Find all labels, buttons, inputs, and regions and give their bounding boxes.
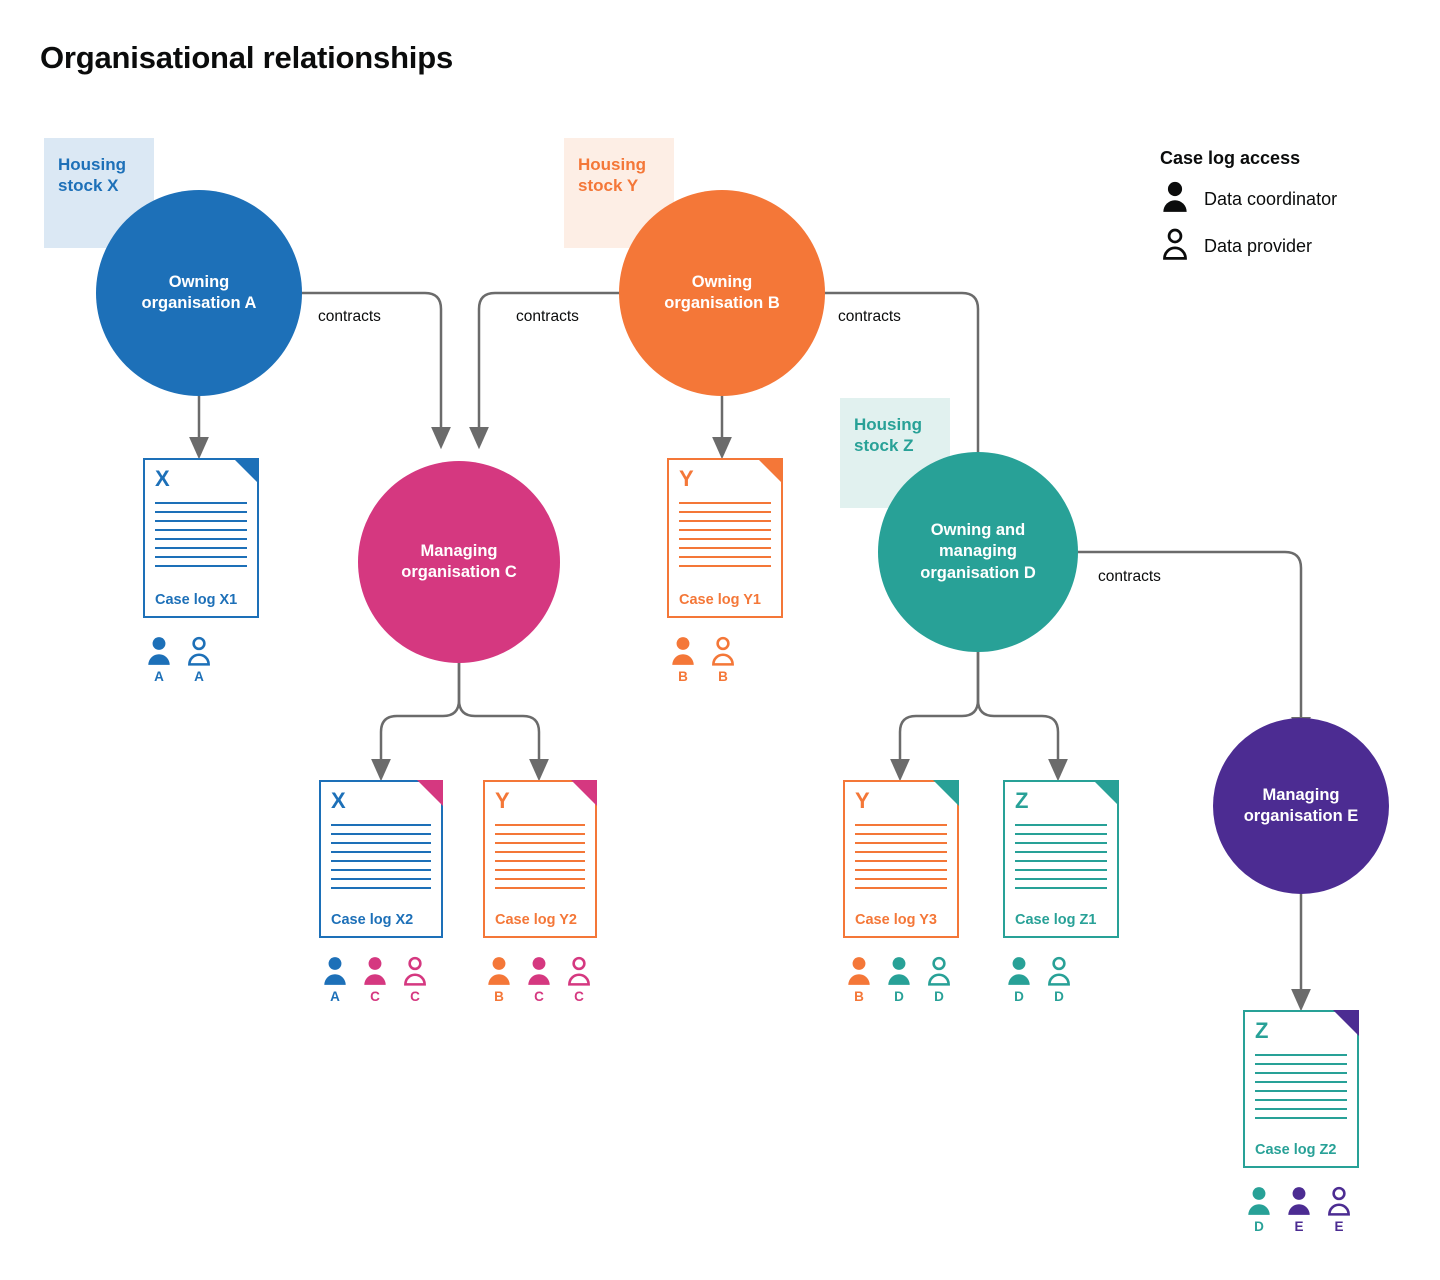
document-case-log-y1[interactable]	[667, 458, 783, 618]
person-label: D	[1254, 1219, 1264, 1234]
housing-stock-z-line2: stock Z	[854, 436, 914, 456]
person-outline-icon	[708, 636, 738, 666]
doc-y3-caption: Case log Y3	[855, 912, 937, 928]
person-provider-c	[400, 956, 430, 1004]
document-fold-icon	[571, 780, 597, 806]
org-node-managing-organisation-e[interactable]	[1213, 718, 1389, 894]
person-provider-e	[1324, 1186, 1354, 1234]
legend-item-data-coordinator	[1160, 181, 1420, 218]
person-filled-icon	[144, 636, 174, 666]
org-e-line2: organisation E	[1243, 807, 1359, 825]
document-fold-icon	[933, 780, 959, 806]
org-a-line1: Owning	[168, 272, 230, 291]
legend	[1160, 148, 1420, 275]
org-d-line2: managing	[939, 542, 1017, 561]
doc-x2-letter: X	[331, 788, 346, 813]
person-label: C	[574, 989, 584, 1004]
doc-z1-letter: Z	[1015, 788, 1029, 813]
person-filled-icon	[1004, 956, 1034, 986]
doc-y1-letter: Y	[679, 466, 694, 491]
org-node-owning-managing-organisation-d[interactable]	[878, 452, 1078, 652]
org-c-line2: organisation C	[401, 563, 517, 581]
access-people-x2	[320, 956, 430, 1004]
doc-x1-letter: X	[155, 466, 170, 491]
page-title: Organisational relationships	[40, 40, 453, 75]
person-coordinator-d	[1004, 956, 1034, 1004]
document-fold-icon	[1333, 1010, 1359, 1036]
person-provider-c	[564, 956, 594, 1004]
person-label: B	[678, 669, 688, 684]
document-case-log-x1[interactable]	[143, 458, 259, 618]
org-a-line2: organisation A	[141, 294, 257, 312]
person-provider-d	[924, 956, 954, 1004]
access-people-y3	[844, 956, 954, 1004]
person-coordinator-a	[320, 956, 350, 1004]
person-filled-icon	[668, 636, 698, 666]
person-outline-icon	[1044, 956, 1074, 986]
doc-y3-lines	[855, 824, 947, 896]
person-outline-icon	[1160, 228, 1190, 265]
person-outline-icon	[1324, 1186, 1354, 1216]
housing-stock-x-line2: stock X	[58, 176, 119, 196]
legend-label: Data provider	[1204, 236, 1313, 256]
person-label: D	[1054, 989, 1064, 1004]
person-coordinator-b	[844, 956, 874, 1004]
edge-label-b-to-d: contracts	[838, 308, 901, 325]
person-label: A	[330, 989, 340, 1004]
doc-y2-caption: Case log Y2	[495, 912, 577, 928]
person-filled-icon	[524, 956, 554, 986]
document-case-log-z2[interactable]	[1243, 1010, 1359, 1168]
edge-label-b-to-c: contracts	[516, 308, 579, 325]
person-label: D	[894, 989, 904, 1004]
access-people-z2	[1244, 1186, 1354, 1234]
doc-x1-caption: Case log X1	[155, 592, 238, 608]
person-provider-d	[1044, 956, 1074, 1004]
access-people-y2	[484, 956, 594, 1004]
person-coordinator-c	[360, 956, 390, 1004]
document-case-log-z1[interactable]	[1003, 780, 1119, 938]
doc-y2-lines	[495, 824, 585, 896]
person-filled-icon	[1160, 181, 1190, 218]
person-label: E	[1294, 1219, 1304, 1234]
document-fold-icon	[233, 458, 259, 484]
org-d-line3: organisation D	[920, 563, 1036, 582]
person-filled-icon	[844, 956, 874, 986]
doc-y1-caption: Case log Y1	[679, 592, 761, 608]
housing-stock-y-line2: stock Y	[578, 176, 639, 196]
doc-y3-letter: Y	[855, 788, 870, 813]
person-provider-a	[184, 636, 214, 684]
doc-y1-lines	[679, 502, 771, 574]
document-case-log-y2[interactable]	[483, 780, 597, 938]
person-outline-icon	[400, 956, 430, 986]
person-filled-icon	[1244, 1186, 1274, 1216]
document-fold-icon	[1093, 780, 1119, 806]
person-label: E	[1334, 1219, 1344, 1234]
person-outline-icon	[184, 636, 214, 666]
access-people-y1	[668, 636, 738, 684]
edge-label-d-to-e: contracts	[1098, 568, 1161, 585]
edge-label-a-to-c: contracts	[318, 308, 381, 325]
person-label: D	[934, 989, 944, 1004]
legend-label: Data coordinator	[1204, 189, 1338, 209]
org-node-owning-organisation-b[interactable]	[619, 190, 825, 396]
person-filled-icon	[360, 956, 390, 986]
person-label: B	[854, 989, 864, 1004]
person-label: C	[370, 989, 380, 1004]
org-e-line1: Managing	[1262, 785, 1340, 804]
person-outline-icon	[564, 956, 594, 986]
person-label: D	[1014, 989, 1024, 1004]
person-coordinator-b	[484, 956, 514, 1004]
org-d-line1: Owning and	[930, 520, 1026, 539]
person-coordinator-c	[524, 956, 554, 1004]
org-b-line1: Owning	[691, 272, 753, 291]
person-coordinator-b	[668, 636, 698, 684]
document-fold-icon	[757, 458, 783, 484]
person-coordinator-a	[144, 636, 174, 684]
housing-stock-x-line1: Housing	[58, 155, 126, 174]
person-label: C	[410, 989, 420, 1004]
org-node-managing-organisation-c[interactable]	[358, 461, 560, 663]
housing-stock-y-line1: Housing	[578, 155, 646, 174]
legend-title: Case log access	[1160, 148, 1301, 168]
housing-stock-z-line1: Housing	[854, 415, 922, 434]
legend-item-data-provider	[1160, 228, 1420, 265]
person-label: A	[154, 669, 164, 684]
person-coordinator-d	[1244, 1186, 1274, 1234]
person-coordinator-e	[1284, 1186, 1314, 1234]
access-people-x1	[144, 636, 214, 684]
access-people-z1	[1004, 956, 1074, 1004]
person-label: C	[534, 989, 544, 1004]
document-case-log-x2[interactable]	[319, 780, 443, 938]
doc-z2-lines	[1255, 1054, 1347, 1126]
person-label: A	[194, 669, 204, 684]
person-outline-icon	[924, 956, 954, 986]
person-filled-icon	[884, 956, 914, 986]
document-fold-icon	[417, 780, 443, 806]
document-case-log-y3[interactable]	[843, 780, 959, 938]
doc-x2-caption: Case log X2	[331, 912, 414, 928]
doc-x1-lines	[155, 502, 247, 574]
person-coordinator-d	[884, 956, 914, 1004]
doc-y2-letter: Y	[495, 788, 510, 813]
doc-z2-letter: Z	[1255, 1018, 1269, 1043]
person-filled-icon	[484, 956, 514, 986]
doc-z1-lines	[1015, 824, 1107, 896]
person-filled-icon	[320, 956, 350, 986]
doc-z1-caption: Case log Z1	[1015, 912, 1097, 928]
org-c-line1: Managing	[420, 541, 498, 560]
doc-x2-lines	[331, 824, 431, 896]
org-b-line2: organisation B	[664, 294, 780, 312]
person-filled-icon	[1284, 1186, 1314, 1216]
person-label: B	[494, 989, 504, 1004]
org-node-owning-organisation-a[interactable]	[96, 190, 302, 396]
person-provider-b	[708, 636, 738, 684]
person-label: B	[718, 669, 728, 684]
doc-z2-caption: Case log Z2	[1255, 1142, 1337, 1158]
